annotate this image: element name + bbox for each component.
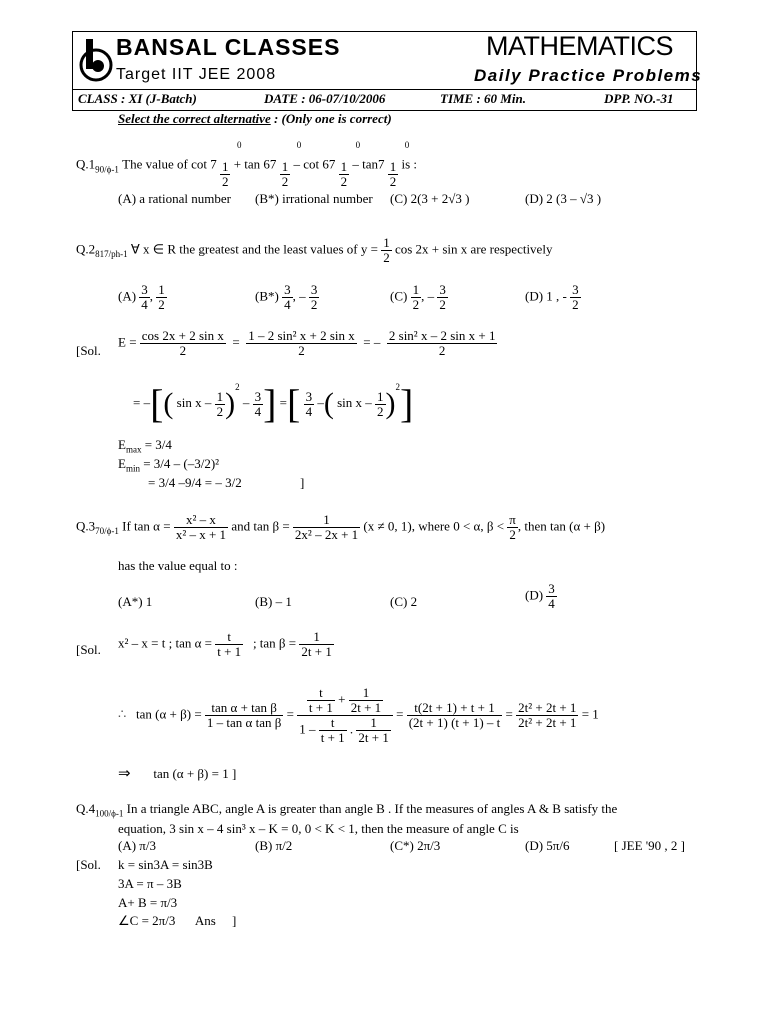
q2-l2-f4 [375, 390, 386, 419]
q4-option-a: (A) π/3 [118, 838, 156, 853]
q2-l2-f3-d: 4 [305, 403, 313, 419]
q3-ref: 70/ϕ-1 [95, 526, 119, 537]
q4-number: Q.4 [76, 801, 96, 816]
q3-f2-d: 1 – $\frac{t}{t + 1}$ . $\frac{1}{2t + 1}$ [297, 715, 393, 745]
q1-text-d: – tan7 [352, 156, 385, 172]
q2-l2-f3 [304, 390, 315, 419]
q3-sol-tbeta-n: 1 [313, 629, 320, 644]
q1-deg-4: 0 [404, 140, 410, 150]
q2-opt-d-f [570, 283, 581, 312]
q2-emax-e: E [118, 437, 126, 452]
q3-sol-line2: ∴ tan (α + β) = $\frac{\text{tan α + tan β}}{\text{1 – tan α tan β}}$ = $\frac{t}{t + 1}$ + $\frac{1}{2t + 1}$ 1 – $\frac{t}{t + 1}$ . $\frac{1}{2t + 1}$ = $\frac{t(2t + 1) + t + 1}{(2t + 1) (t + 1) - t}$ = $\frac{\text{2t² + 2t + 1}}{\text{2t² + 2t + 1}}$ = 1 [118, 685, 599, 745]
q3-f2-n1 [307, 686, 335, 715]
q2-l2-f1-d: 2 [216, 403, 224, 419]
q2-sol-f3-n: 2 sin² x – 2 sin x + 1 [388, 328, 496, 343]
q2-emax-val: = 3/4 [144, 437, 172, 452]
q3-tan-alpha [174, 513, 228, 542]
q1-text-e: is : [401, 156, 418, 172]
q3-number: Q.3 [76, 518, 96, 534]
q4-sol-1: k = sin3A = sin3B [118, 857, 213, 872]
q3-opt-d-label: (D) [525, 587, 544, 603]
q2-sol-e: E = [118, 334, 137, 350]
q1-option-c: (C) 2(3 + 2√3 ) [390, 191, 470, 206]
q2-sol-f2 [246, 329, 357, 358]
q2-opt-c-f1-d: 2 [412, 297, 420, 312]
q3-text-c: (x ≠ 0, 1), where 0 < α, β < [363, 518, 505, 534]
q2-opt-a-f2 [156, 283, 167, 312]
q3-f2-d1 [319, 716, 347, 745]
q2-rbracket: ] [263, 381, 277, 426]
q3-option-d [525, 582, 557, 611]
q3-opt-d-f-n: 3 [548, 581, 555, 596]
q2-half-d: 2 [383, 250, 390, 265]
instruction-tail: : (Only one is correct) [273, 111, 392, 126]
q2-emin-val: = 3/4 – (–3/2)² [143, 456, 220, 471]
q3-f1-n: tan α + tan β [211, 700, 277, 715]
q2-sinx-1: sin x – [176, 394, 212, 410]
q3-result-text: tan (α + β) = 1 ] [153, 766, 237, 781]
q2-option-d [525, 283, 581, 312]
q3-text-a: If tan α = [122, 518, 171, 534]
q2-opt-d-label: (D) 1 , - [525, 288, 567, 304]
q3-f4-n: 2t² + 2t + 1 [518, 700, 577, 715]
q2-opt-a-f1 [139, 283, 150, 312]
q1-ref: 90/ϕ-1 [95, 164, 119, 175]
q2-opt-b-f1 [282, 283, 293, 312]
q3-eq1: = 1 [581, 706, 599, 722]
q2-opt-a-f2-n: 1 [158, 282, 165, 297]
q1-number: Q.1 [76, 156, 96, 172]
q1-frac-2 [280, 140, 302, 190]
q3-option-c: (C) 2 [390, 594, 418, 609]
q3-tan-beta-d: 2x² – 2x + 1 [294, 527, 359, 542]
q4-option-c: (C*) 2π/3 [390, 838, 441, 853]
q2-opt-a-label: (A) [118, 288, 137, 304]
q1-frac-1-d: 2 [221, 174, 229, 190]
q2-rparen-2: ) [385, 387, 396, 420]
q2-opt-c-f2 [437, 283, 448, 312]
q2-lparen-2: ( [323, 387, 334, 420]
q4-jee-ref: [ JEE '90 , 2 ] [614, 838, 685, 853]
q3-tan-beta-n: 1 [323, 512, 330, 527]
q1-frac-1 [220, 140, 242, 190]
q3-f3 [407, 701, 503, 730]
dpp-title: Daily Practice Problems [474, 66, 703, 85]
q3-f2 [297, 686, 393, 745]
q1-deg-3: 0 [355, 140, 361, 150]
target-text: Target IIT JEE 2008 [116, 66, 277, 83]
q1-text-b: + tan 67 [233, 156, 277, 172]
q2-text-a: ∀ x ∈ R the greatest and the least values of y = [130, 241, 378, 257]
q2-opt-c-label: (C) [390, 288, 408, 304]
bansal-logo [77, 35, 115, 85]
q3-sol-a: x² – x = t ; tan α = [118, 635, 212, 651]
q2-option-a: (A) $\frac{3}{4}$ , $\frac{1}{2}$ [118, 282, 165, 312]
q2-option-b: (B*) $\frac{3}{4}$ , – $\frac{3}{2}$ [255, 282, 318, 312]
q3-f1 [205, 701, 283, 730]
q3-sol-line1 [118, 630, 334, 659]
q3-f4 [516, 701, 578, 730]
q4-line1-text: In a triangle ABC, angle A is greater than angle B . If the measures of angles A & B satisfy the [126, 801, 618, 816]
q1-frac-2-n: 1 [281, 159, 289, 175]
q4-line2: equation, 3 sin x – 4 sin³ x – K = 0, 0 < K < 1, then the measure of angle C is [118, 821, 519, 836]
q2-opt-b-f2-n: 3 [310, 282, 318, 297]
q2-opt-c-f1 [411, 283, 422, 312]
q3-sol-talpha [215, 630, 243, 659]
q3-pi-d: 2 [507, 527, 518, 542]
q2-emin [118, 456, 219, 474]
q4-sol-3: A+ B = π/3 [118, 895, 178, 910]
q2-l2-f2-d: 4 [254, 403, 262, 419]
q3-option-b: (B) – 1 [255, 594, 292, 609]
q2-sol-f1-n: cos 2x + 2 sin x [141, 328, 224, 343]
q2-opt-d-f-n: 3 [572, 282, 579, 297]
q3-f4-d: 2t² + 2t + 1 [518, 715, 577, 730]
q3-tan-alpha-d: x² – x + 1 [175, 527, 227, 542]
q2-l2-f3-n: 3 [305, 388, 313, 404]
q2-sol-f2-n: 1 – 2 sin² x + 2 sin x [248, 328, 355, 343]
q3-opt-d-f-d: 4 [548, 596, 555, 611]
q2-opt-a-f2-d: 2 [158, 297, 165, 312]
q2-opt-a-f1-d: 4 [141, 297, 148, 312]
q3-sol-talpha-n: t [227, 629, 232, 644]
q3-option-a: (A*) 1 [118, 594, 153, 609]
q3-f2-d1-n: t [330, 715, 335, 730]
q2-l2-f1-n: 1 [216, 388, 224, 404]
instruction [118, 111, 392, 127]
q3-sol-b: ; tan β = [252, 635, 297, 651]
q2-sol-f1 [140, 329, 226, 358]
q2-option-c: (C) $\frac{1}{2}$ , – $\frac{3}{2}$ [390, 282, 446, 312]
q4-sol-label: [Sol. [76, 857, 101, 872]
q2-sq-1: 2 [235, 381, 240, 392]
q4-option-b: (B) π/2 [255, 838, 293, 853]
q3-f1-d: 1 – tan α tan β [206, 715, 282, 730]
q2-sol-label: [Sol. [76, 343, 101, 358]
q4-option-d: (D) 5π/6 [525, 838, 570, 853]
q2-l2-f1 [215, 390, 226, 419]
q3-f2-n1-n: t [319, 685, 323, 700]
q2-number: Q.2 [76, 241, 96, 257]
q2-emin-2: = 3/4 –9/4 = – 3/2 [148, 475, 242, 490]
date-label: DATE : 06-07/10/2006 [264, 91, 386, 106]
q1-deg-1: 0 [236, 140, 242, 150]
q3-sol-label: [Sol. [76, 642, 101, 657]
q3-f2-n2-d: 2t + 1 [350, 700, 382, 715]
q1-frac-3-d: 2 [340, 174, 348, 190]
header-divider [72, 89, 697, 90]
q2-sol-f3 [387, 329, 498, 358]
q3-f2-d2-n: 1 [370, 715, 377, 730]
dpp-number: DPP. NO.-31 [604, 91, 674, 106]
q2-half-n: 1 [383, 235, 390, 250]
q2-emax-sub: max [125, 444, 142, 455]
q3-line [76, 513, 605, 542]
q2-opt-b-label: (B*) [255, 288, 279, 304]
q3-tan-alpha-n: x² – x [185, 512, 216, 527]
q3-f3-d: (2t + 1) (t + 1) – t [408, 715, 501, 730]
q2-opt-c-f2-d: 2 [439, 297, 446, 312]
q2-l2-f2 [253, 390, 264, 419]
q2-line [76, 236, 552, 265]
q2-opt-b-f2 [309, 283, 320, 312]
q3-f2-n2 [349, 686, 383, 715]
q1-frac-4-n: 1 [389, 159, 397, 175]
institute-name: BANSAL CLASSES [116, 34, 341, 60]
q3-sol-tbeta [299, 630, 333, 659]
q3-f2-n2-n: 1 [362, 685, 370, 700]
q4-line1 [76, 801, 617, 819]
q1-line [76, 142, 417, 189]
q3-f2-d1-d: t + 1 [320, 730, 345, 745]
q2-opt-a-f1-n: 3 [141, 282, 148, 297]
q3-lhs: tan (α + β) = [136, 706, 202, 722]
q3-sol-talpha-d: t + 1 [217, 644, 242, 659]
q2-text-b: cos 2x + sin x are respectively [394, 241, 553, 257]
q3-f2-n: $\frac{t}{t + 1}$ + $\frac{1}{2t + 1}$ [308, 685, 382, 715]
q2-lbracket-2: [ [287, 381, 301, 426]
q3-text-b: and tan β = [231, 518, 290, 534]
q1-text-c: – cot 67 [293, 156, 336, 172]
q3-f2-d2-d: 2t + 1 [358, 730, 389, 745]
q4-sol-4: ∠C = 2π/3 Ans ] [118, 913, 237, 928]
q2-emin-sub: min [125, 463, 140, 474]
q2-opt-c-f2-n: 3 [439, 282, 446, 297]
q1-frac-2-d: 2 [281, 174, 289, 190]
q2-rbracket-2: ] [400, 381, 414, 426]
q2-rparen: ) [225, 387, 236, 420]
q2-sinx-2: sin x – [337, 394, 372, 410]
q3-pi-half [507, 513, 518, 542]
q2-sq-2: 2 [395, 381, 401, 392]
q3-opt-d-f [546, 582, 557, 611]
q3-sol-tbeta-d: 2t + 1 [301, 644, 332, 659]
q2-emax [118, 437, 172, 455]
q1-option-b: (B*) irrational number [255, 191, 373, 206]
q1-option-a: (A) a rational number [118, 191, 231, 206]
q2-sol-f3-d: 2 [387, 343, 498, 358]
q3-tan-beta [293, 513, 360, 542]
subject-title: MATHEMATICS [486, 31, 673, 61]
q1-frac-4-d: 2 [389, 174, 397, 190]
q2-emin-e: E [118, 456, 126, 471]
q1-deg-2: 0 [296, 140, 302, 150]
time-label: TIME : 60 Min. [440, 91, 526, 106]
q2-l2-f2-n: 3 [254, 388, 262, 404]
instruction-underlined: Select the correct alternative [118, 111, 271, 126]
q3-result [118, 764, 236, 783]
q2-opt-b-f1-d: 4 [284, 297, 291, 312]
q2-opt-c-f1-n: 1 [412, 282, 420, 297]
class-label: CLASS : XI (J-Batch) [78, 91, 197, 106]
q2-ref: 817/ph-1 [95, 249, 128, 260]
q2-sol-f2-d: 2 [246, 343, 357, 358]
q2-opt-b-f2-d: 2 [310, 297, 318, 312]
q3-f2-d2 [356, 716, 390, 745]
q4-sol-2: 3A = π – 3B [118, 876, 182, 891]
q1-option-d: (D) 2 (3 – √3 ) [525, 191, 602, 206]
q3-f3-n: t(2t + 1) + t + 1 [414, 700, 495, 715]
q3-f2-n1-d: t + 1 [308, 700, 333, 715]
q1-frac-3-n: 1 [340, 159, 348, 175]
q1-frac-3 [339, 140, 361, 190]
q4-ref: 100/ϕ-1 [95, 808, 124, 819]
q2-sol-close: ] [300, 475, 305, 490]
q2-l2-f4-n: 1 [377, 388, 384, 404]
q1-text-a: The value of cot 7 [122, 156, 217, 172]
q3-pi-n: π [509, 512, 516, 527]
q3-text-e: has the value equal to : [118, 558, 238, 573]
q2-sol-f1-d: 2 [140, 343, 226, 358]
q2-sol-line1: E = $\frac{\text{cos 2x + 2 sin x}}{2}$ = $\frac{\text{1 – 2 sin² x + 2 sin x}}{2}$ = – $\frac{\text{2 sin² x – 2 sin x + 1}}{2}$ [118, 328, 496, 358]
q2-lbracket: [ [150, 381, 164, 426]
q2-lparen: ( [163, 387, 174, 420]
q2-opt-d-f-d: 2 [572, 297, 579, 312]
q2-opt-b-f1-n: 3 [284, 282, 291, 297]
q2-sol-line2: = –[( sin x – $\frac{1}{2}$ )$^2$ – $\frac{3}{4}$ ] =[ $\frac{3}{4}$ –( sin x – $\frac{1}{2}$ )$^2$] [133, 381, 414, 426]
q3-therefore: ∴ [118, 706, 127, 722]
q2-l2-f4-d: 2 [377, 403, 384, 419]
q3-text-d: , then tan (α + β) [517, 518, 606, 534]
q3-implies: ⇒ [118, 766, 131, 782]
q2-half [381, 236, 392, 265]
q1-frac-1-n: 1 [221, 159, 229, 175]
